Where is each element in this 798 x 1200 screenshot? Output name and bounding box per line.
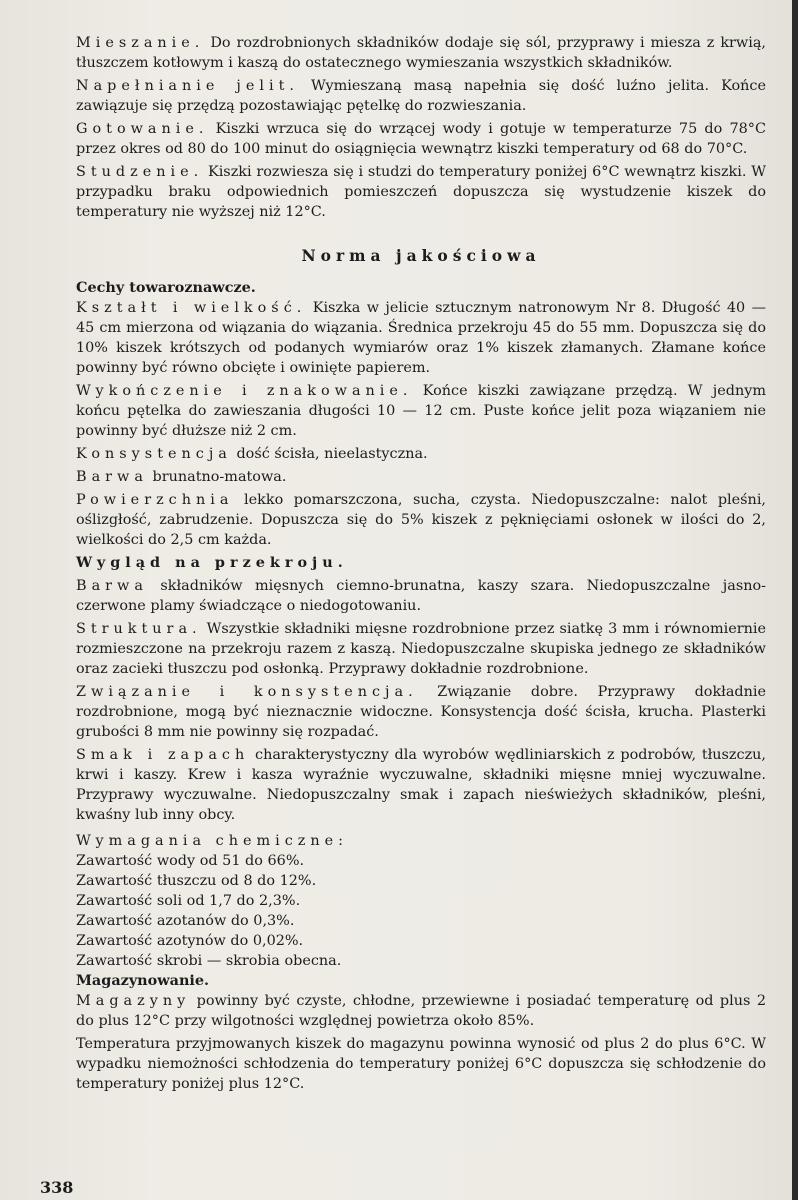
paragraph-text: Do rozdrobnionych składników dodaje się sól, przyprawy i miesza z krwią, tłuszczem kotłowym i kaszą do ostatecznego wymieszania wszystkich składników. bbox=[76, 35, 766, 71]
paragraph-powierzchnia bbox=[76, 490, 766, 550]
page-number: 338 bbox=[40, 1178, 74, 1197]
paragraph-text: Wszystkie składniki mięsne rozdrobnione przez siatkę 3 mm i równomiernie rozmieszczone na przekroju razem z kaszą. Niedopuszczalne skupiska jednego ze składników oraz zacieki tłuszczu pod osłonką. Przyprawy dokładnie rozdrobnione. bbox=[76, 621, 766, 677]
paragraph-barwa bbox=[76, 467, 766, 487]
paragraph-gotowanie bbox=[76, 119, 766, 159]
list-item: Zawartość skrobi — skrobia obecna. bbox=[76, 953, 342, 969]
paragraph-wykonczenie bbox=[76, 381, 766, 441]
paragraph-barwa-przekroj bbox=[76, 576, 766, 616]
paragraph-lead: Powierzchnia bbox=[76, 492, 234, 508]
page-edge bbox=[792, 0, 798, 1200]
list-item: Zawartość wody od 51 do 66%. bbox=[76, 853, 305, 869]
paragraph-lead: Wygląd na przekroju. bbox=[76, 554, 348, 571]
paragraph-text: Kiszki rozwiesza się i studzi do temperatury poniżej 6°C wewnątrz kiszki. W przypadku braku odpowiednich pomieszczeń dopuszcza się wystudzenie kiszek do temperatury nie wyższej niż 12°C. bbox=[76, 164, 766, 220]
paragraph-lead: Mieszanie. bbox=[76, 35, 205, 51]
paragraph-lead: Kształt i wielkość. bbox=[76, 300, 307, 316]
paragraph-text: dość ścisła, nieelastyczna. bbox=[231, 446, 428, 462]
paragraph-text: Kiszki wrzuca się do wrzącej wody i gotuje w temperaturze 75 do 78°C przez okres od 80 do 100 minut do osiągnięcia wewnątrz kiszki temperatury od 68 do 70°C. bbox=[76, 121, 766, 157]
chem-heading bbox=[76, 831, 766, 851]
section-title: Norma jakościowa bbox=[301, 246, 541, 265]
paragraph-lead: Wykończenie i znakowanie. bbox=[76, 383, 413, 399]
paragraph-ksztalt bbox=[76, 298, 766, 378]
list-item: Zawartość soli od 1,7 do 2,3%. bbox=[76, 893, 301, 909]
paragraph-studzenie bbox=[76, 162, 766, 222]
paragraph-text: Kiszka w jelicie sztucznym natronowym Nr 8. Długość 40 — 45 cm mierzona od wiązania do wiązania. Średnica przekroju 45 do 55 mm. Dopuszcza się do 10% kiszek krótszych od podanych wymiarów oraz 1% kiszek złamanych. Złamane końce powinny być równo obcięte i owinięte papierem. bbox=[76, 300, 766, 376]
paragraph-wyglad bbox=[76, 553, 766, 573]
paragraph-lead: Smak i zapach bbox=[76, 747, 250, 763]
paragraph-text: Wymieszaną masą napełnia się dość luźno jelita. Końce zawiązuje się przędzą pozostawiając pętelkę do rozwieszania. bbox=[76, 78, 766, 114]
paragraph-text: powinny być czyste, chłodne, przewiewne i posiadać temperaturę od plus 2 do plus 12°C przy wilgotności względnej powietrza około 85%. bbox=[76, 993, 766, 1029]
paragraph-magazyny bbox=[76, 991, 766, 1031]
paragraph-mieszanie bbox=[76, 33, 766, 73]
paragraph-zwiazanie bbox=[76, 682, 766, 742]
chem-list bbox=[76, 851, 766, 971]
paragraph-text: charakterystyczny dla wyrobów wędliniarskich z podrobów, tłuszczu, krwi i kaszy. Krew i kasza wyraźnie wyczuwalne, składniki mięsne mniej wyczuwalne. Przyprawy wyczuwalne. Niedopuszczalny smak i zapach nieświeżych składników, pleśni, kwaśny lub inny obcy. bbox=[76, 747, 766, 823]
page-content bbox=[76, 33, 766, 1094]
paragraph-lead: Gotowanie. bbox=[76, 121, 209, 137]
paragraph-text: lekko pomarszczona, sucha, czysta. Niedopuszczalne: nalot pleśni, oślizgłość, zabrudzenie. Dopuszcza się do 5% kiszek z pęknięciami osłonek w ilości do 2, wielkości do 2,5 cm każda. bbox=[76, 492, 766, 548]
list-item: Zawartość tłuszczu od 8 do 12%. bbox=[76, 873, 317, 889]
paragraph-lead: Magazyny bbox=[76, 993, 191, 1009]
paragraph-text: brunatno-matowa. bbox=[147, 469, 287, 485]
list-item: Zawartość azotanów do 0,3%. bbox=[76, 913, 295, 929]
list-item: Zawartość azotynów do 0,02%. bbox=[76, 933, 304, 949]
paragraph-lead: Konsystencja bbox=[76, 446, 232, 462]
chem-heading-text: Wymagania chemiczne: bbox=[76, 833, 349, 849]
paragraph-napelnianie bbox=[76, 76, 766, 116]
paragraph-lead: Struktura. bbox=[76, 621, 202, 637]
paragraph-struktura bbox=[76, 619, 766, 679]
paragraph-text: składników mięsnych ciemno-brunatna, kaszy szara. Niedopuszczalne jasno-czerwone plamy świadczące o niedogotowaniu. bbox=[76, 578, 766, 614]
paragraph-konsystencja bbox=[76, 444, 766, 464]
paragraph-lead: Barwa bbox=[76, 469, 148, 485]
paragraph-text: Związanie dobre. Przyprawy dokładnie rozdrobnione, mogą być nieznacznie widoczne. Konsystencja dość ścisła, krucha. Plasterki grubości 8 mm nie powinny się rozpadać. bbox=[76, 684, 767, 740]
paragraph-lead: Napełnianie jelit. bbox=[76, 78, 299, 94]
paragraph-text: Temperatura przyjmowanych kiszek do magazynu powinna wynosić od plus 2 do plus 6°C. W wypadku niemożności schłodzenia do temperatury poniżej 6°C dopuszcza się schłodzenie do temperatury poniżej plus 12°C. bbox=[76, 1036, 766, 1092]
subheading-cechy: Cechy towaroznawcze. bbox=[76, 279, 256, 296]
paragraph-lead: Barwa bbox=[76, 578, 148, 594]
paragraph-text: Końce kiszki zawiązane przędzą. W jednym końcu pętelka do zawieszania długości 10 — 12 cm. Puste końce jelit poza wiązaniem nie powinny być dłuższe niż 2 cm. bbox=[76, 383, 766, 439]
paragraph-lead: Studzenie. bbox=[76, 164, 204, 180]
paragraph-lead: Związanie i konsystencja. bbox=[76, 684, 418, 700]
paragraph-smak bbox=[76, 745, 766, 825]
paragraph-temperatura bbox=[76, 1034, 766, 1094]
subheading-magazynowanie: Magazynowanie. bbox=[76, 972, 210, 989]
